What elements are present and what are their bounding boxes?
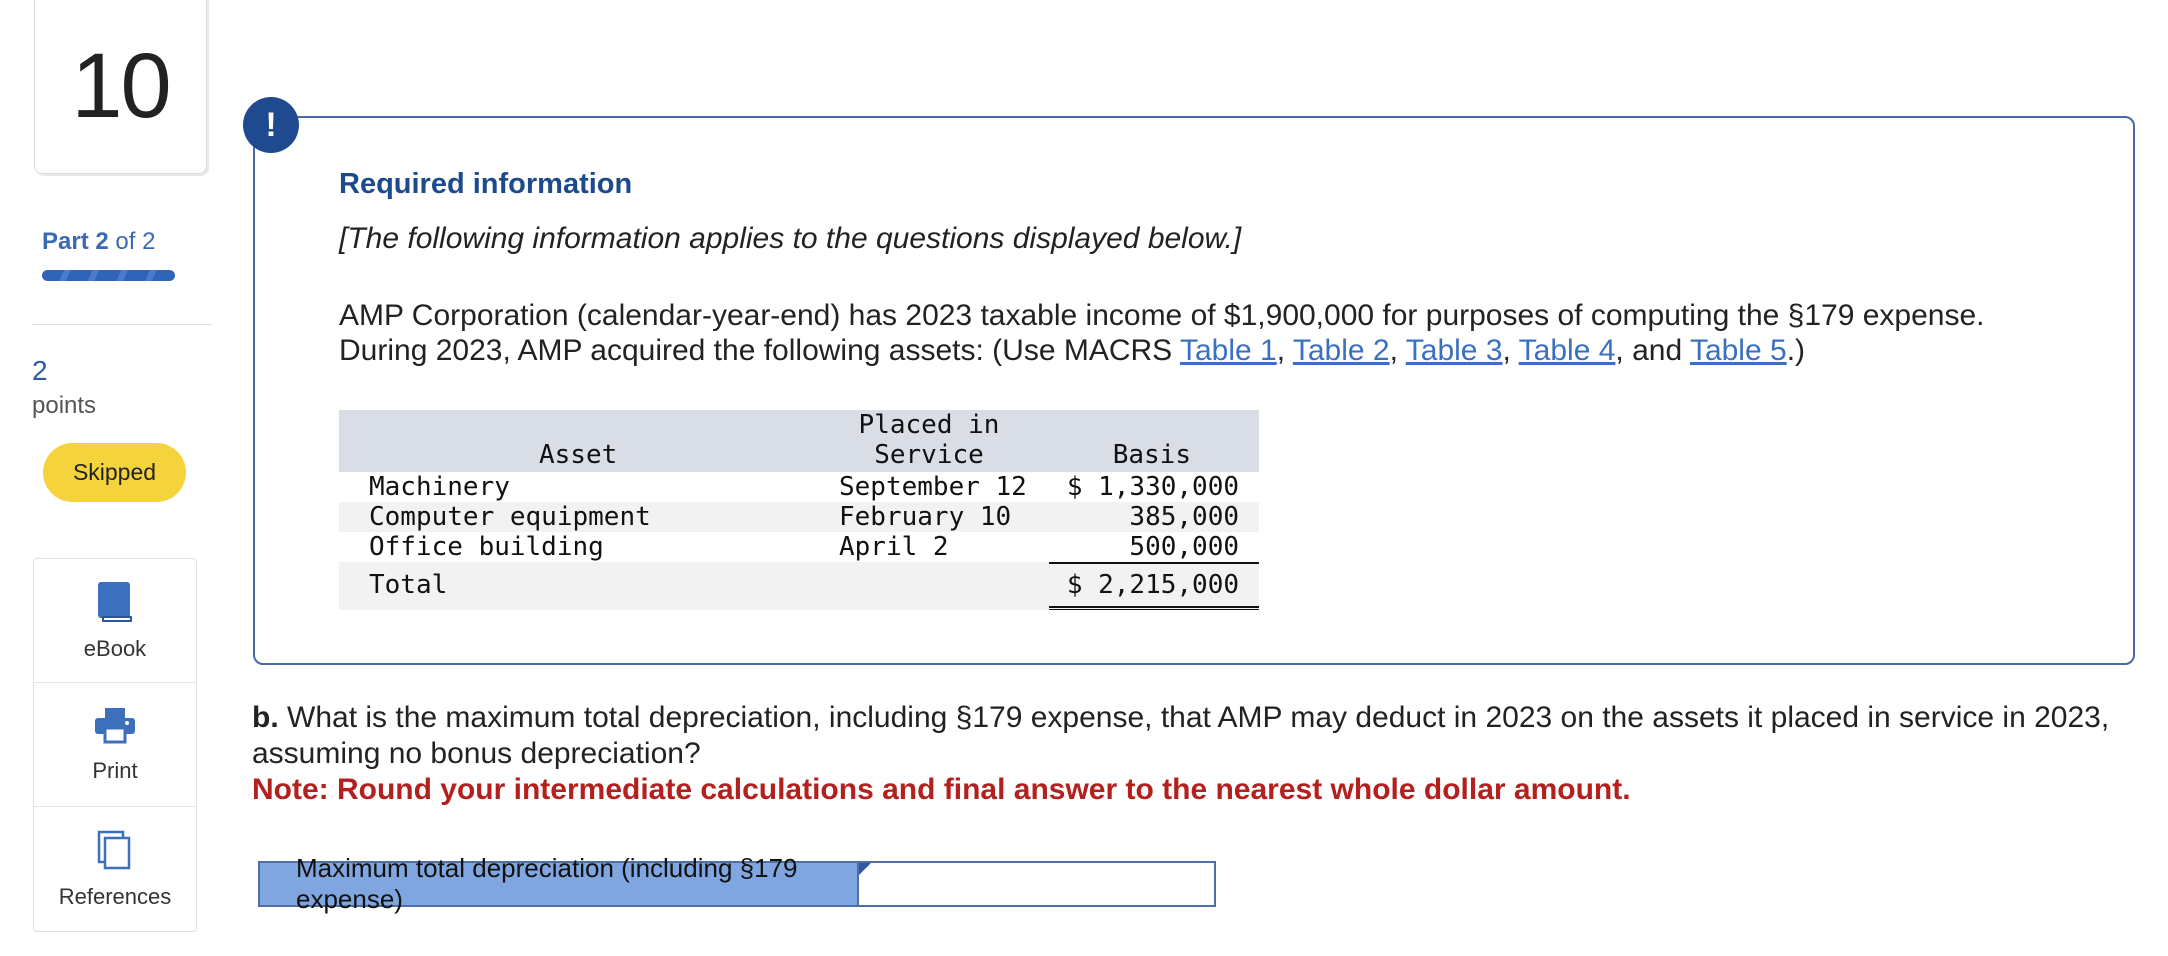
points-label: points <box>32 392 97 419</box>
header-service-line2: Service <box>874 440 984 470</box>
question-note: Note: Round your intermediate calculations and final answer to the nearest whole dollar amount. <box>252 773 1631 806</box>
basis-cell: $ 1,330,000 <box>1066 472 1239 502</box>
question-block <box>252 700 2132 808</box>
references-button[interactable] <box>34 807 196 930</box>
double-rule <box>1049 606 1259 610</box>
status-badge: Skipped <box>43 443 186 502</box>
points-value: 2 <box>32 355 48 386</box>
required-info-title: Required information <box>339 168 633 200</box>
header-basis: Basis <box>1112 440 1191 470</box>
question-letter: b. <box>252 701 279 734</box>
asset-cell: Office building <box>369 532 604 562</box>
sidebar-divider <box>32 324 212 325</box>
link-table-4[interactable]: Table 4 <box>1518 334 1616 367</box>
link-table-5[interactable]: Table 5 <box>1689 334 1787 367</box>
part-indicator <box>42 228 155 256</box>
asset-cell: Computer equipment <box>369 502 651 532</box>
part-word: Part <box>42 228 89 255</box>
table-header <box>339 410 1259 472</box>
asset-table <box>339 410 1259 610</box>
service-cell: September 12 <box>839 472 1027 502</box>
link-separator: , <box>1276 334 1286 367</box>
link-separator: , and <box>1615 334 1683 367</box>
link-table-3[interactable]: Table 3 <box>1405 334 1503 367</box>
question-number-card <box>34 0 207 174</box>
link-table-2[interactable]: Table 2 <box>1292 334 1390 367</box>
service-cell: February 10 <box>839 502 1012 532</box>
body-text: AMP Corporation (calendar-year-end) has 2023 taxable income of $1,900,000 for purposes of computing the §179 expense. During 2023, AMP acquired the following assets: (Use MACRS <box>339 299 1985 367</box>
header-service-line1: Placed in <box>858 410 1000 440</box>
references-label: References <box>58 883 172 909</box>
table-row <box>339 532 1259 562</box>
print-label: Print <box>92 757 138 783</box>
printer-icon <box>93 706 137 746</box>
question-number: 10 <box>71 34 170 137</box>
book-icon <box>96 580 134 624</box>
required-info-note: [The following information applies to the questions displayed below.] <box>339 222 1242 255</box>
service-cell: April 2 <box>839 532 949 562</box>
asset-cell: Machinery <box>369 472 510 502</box>
sum-rule <box>1049 562 1259 564</box>
print-button[interactable] <box>34 683 196 807</box>
link-separator: , <box>1502 334 1511 367</box>
answer-label: Maximum total depreciation (including §179 expense) <box>260 863 859 905</box>
answer-row <box>258 853 1216 914</box>
link-table-1[interactable]: Table 1 <box>1179 334 1277 367</box>
body-end: .) <box>1786 334 1806 367</box>
table-row <box>339 502 1259 532</box>
alert-icon: ! <box>243 97 299 153</box>
header-asset: Asset <box>539 440 618 470</box>
part-of: of 2 <box>115 228 156 255</box>
max-depreciation-input[interactable] <box>859 863 1214 905</box>
question-text: What is the maximum total depreciation, including §179 expense, that AMP may deduct in 2023 on the assets it placed in service in 2023, assuming no bonus depreciation? <box>252 701 2110 770</box>
total-basis: $ 2,215,000 <box>1066 570 1239 600</box>
part-progress-bar <box>42 270 175 281</box>
basis-cell: 500,000 <box>1129 532 1239 562</box>
ebook-label: eBook <box>83 635 147 661</box>
tools-panel <box>33 558 197 932</box>
required-info-body <box>339 298 2079 368</box>
pages-icon <box>95 828 135 872</box>
ebook-button[interactable] <box>34 559 196 683</box>
table-row <box>339 472 1259 502</box>
link-separator: , <box>1389 334 1398 367</box>
table-total-row <box>339 562 1259 610</box>
basis-cell: 385,000 <box>1129 502 1239 532</box>
header-service <box>839 410 1019 470</box>
part-current: 2 <box>95 228 109 255</box>
total-label: Total <box>369 570 448 600</box>
